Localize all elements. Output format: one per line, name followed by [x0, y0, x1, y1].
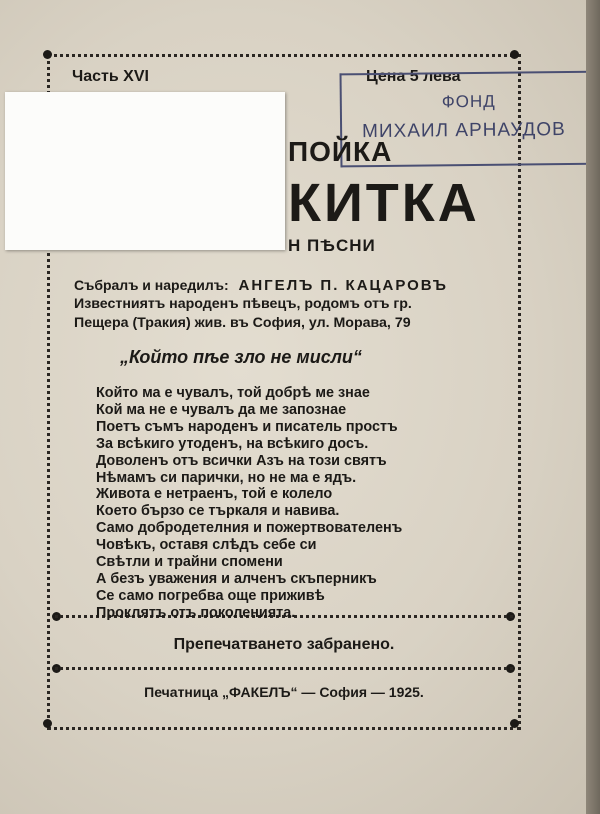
page-edge-shadow: [586, 0, 600, 814]
poem-line: Проклятъ отъ поколенията.: [96, 604, 296, 621]
poem-line: Само добродетелния и пожертвователенъ: [96, 520, 403, 537]
poem-line: Който ма е чувалъ, той добрѣ ме знае: [96, 385, 370, 401]
poem-line: А безъ уважения и алченъ скъперникъ: [96, 570, 377, 587]
compiled-label: Събралъ и наредилъ:: [74, 277, 229, 293]
poem-line: Което бързо се търкаля и навива.: [96, 503, 340, 520]
poem-line: Доволенъ отъ всички Азъ на този святъ: [96, 452, 387, 469]
poem-line: Свѣтли и трайни спомени: [96, 554, 283, 571]
poem-line: Живота е нетраенъ, той е колело: [96, 486, 333, 503]
printer-imprint: Печатница „ФАКЕЛЪ“ — София — 1925.: [144, 684, 424, 700]
frame-corner-dot: [43, 50, 52, 59]
reprint-notice: Препечатването забранено.: [173, 636, 395, 653]
poem-title: „Който пѣе зло не мисли“: [120, 347, 362, 367]
poem-line: Нѣмамъ си парички, но не ма е ядъ.: [96, 469, 357, 486]
paper-patch-covering: [5, 92, 285, 250]
poem-line: Човѣкъ, оставя слѣдъ себе си: [96, 537, 317, 554]
compiler-bio: [74, 295, 494, 333]
poem-body: [96, 385, 496, 622]
stamp-fond-text: ФОНД: [441, 91, 496, 112]
title-subtitle: Н ПѢСНИ: [288, 236, 376, 255]
poem-line: Кой ма не е чувалъ да ме запознае: [96, 401, 347, 418]
frame-corner-dot: [510, 719, 519, 728]
title-line-1: ПОЙКА: [288, 136, 393, 167]
frame-corner-dot: [43, 719, 52, 728]
stamp-owner-name: МИХАИЛ АРНАУДОВ: [362, 119, 566, 143]
bio-line: Известниятъ народенъ пѣвецъ, родомъ отъ гр.: [74, 296, 412, 312]
compiler-line: [74, 277, 448, 294]
poem-line: Се само погребва още приживѣ: [96, 587, 325, 604]
title-main: КИТКА: [288, 173, 480, 233]
part-number: Часть XVI: [72, 68, 149, 85]
bio-line: Пещера (Тракия) жив. въ София, ул. Морава, 79: [74, 315, 411, 331]
poem-line: За всѣкиго утоденъ, на всѣкиго досъ.: [96, 435, 369, 452]
compiler-name: АНГЕЛЪ П. КАЦАРОВЪ: [238, 277, 448, 294]
frame-corner-dot: [510, 50, 519, 59]
poem-line: Поетъ съмъ народенъ и писатель простъ: [96, 418, 398, 435]
divider-bottom: [55, 667, 513, 670]
price-label: Цена 5 лева: [366, 68, 461, 85]
